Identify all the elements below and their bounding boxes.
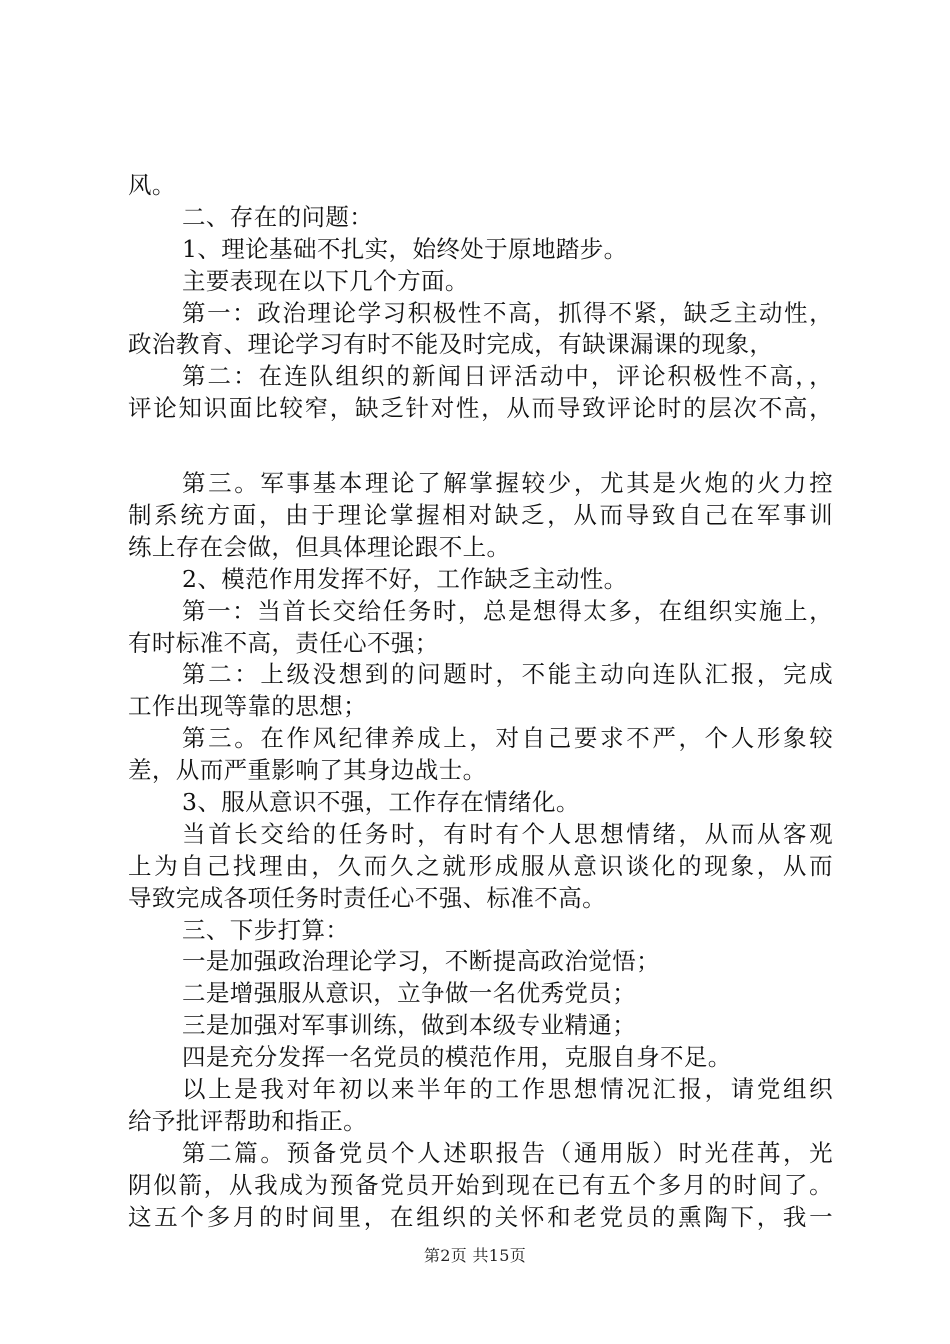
text-line: 政治教育、理论学习有时不能及时完成，有缺课漏课的现象， [128, 330, 774, 359]
text-line: 当首长交给的任务时，有时有个人思想情绪，从而从客观 [182, 819, 833, 848]
text-line: 1、理论基础不扎实，始终处于原地踏步。 [182, 234, 628, 263]
text-line: 第二：在连队组织的新闻日评活动中，评论积极性不高，， [182, 362, 833, 391]
text-line: 第三。军事基本理论了解掌握较少，尤其是火炮的火力控 [182, 469, 833, 498]
text-line: 主要表现在以下几个方面。 [182, 266, 469, 295]
text-line: 工作出现等靠的思想； [128, 692, 367, 721]
section-heading: 二、存在的问题： [182, 202, 374, 231]
text-line: 评论知识面比较窄，缺乏针对性，从而导致评论时的层次不高， [128, 394, 833, 423]
text-line: 四是充分发挥一名党员的模范作用，克服自身不足。 [182, 1043, 732, 1072]
text-line: 第二：上级没想到的问题时，不能主动向连队汇报，完成 [182, 660, 833, 689]
paragraph-gap [128, 425, 833, 468]
text-line: 给予批评帮助和指正。 [128, 1106, 367, 1135]
text-line: 第三。在作风纪律养成上，对自己要求不严，个人形象较 [182, 724, 833, 753]
text-line: 第一：当首长交给任务时，总是想得太多，在组织实施上， [182, 596, 833, 625]
text-line: 风。 [128, 171, 176, 199]
text-line: 制系统方面，由于理论掌握相对缺乏，从而导致自己在军事训 [128, 501, 833, 530]
text-line: 2、模范作用发挥不好，工作缺乏主动性。 [182, 564, 628, 593]
text-line: 第二篇。预备党员个人述职报告（通用版）时光荏苒，光 [182, 1138, 833, 1167]
document-body [128, 170, 833, 1234]
text-line: 3、服从意识不强，工作存在情绪化。 [182, 788, 580, 817]
text-line: 二是增强服从意识，立争做一名优秀党员； [182, 979, 637, 1008]
text-line: 上为自己找理由，久而久之就形成服从意识谈化的现象，从而 [128, 851, 833, 880]
text-line: 一是加强政治理论学习，不断提高政治觉悟； [182, 947, 660, 976]
text-line: 这五个多月的时间里，在组织的关怀和老党员的熏陶下，我一 [128, 1202, 833, 1231]
text-line: 差，从而严重影响了其身边战士。 [128, 756, 487, 785]
text-line: 阴似箭，从我成为预备党员开始到现在已有五个多月的时间了。 [128, 1170, 833, 1199]
section-heading: 三、下步打算： [182, 915, 350, 944]
text-line: 导致完成各项任务时责任心不强、标准不高。 [128, 883, 606, 912]
text-line: 三是加强对军事训练，做到本级专业精通； [182, 1011, 637, 1040]
text-line: 第一：政治理论学习积极性不高，抓得不紧，缺乏主动性， [182, 298, 833, 327]
text-line: 有时标准不高，责任心不强； [128, 628, 439, 657]
page-number-footer: 第2页 共15页 [423, 1246, 527, 1265]
text-line: 练上存在会做，但具体理论跟不上。 [128, 532, 511, 561]
text-line: 以上是我对年初以来半年的工作思想情况汇报，请党组织 [182, 1075, 833, 1104]
